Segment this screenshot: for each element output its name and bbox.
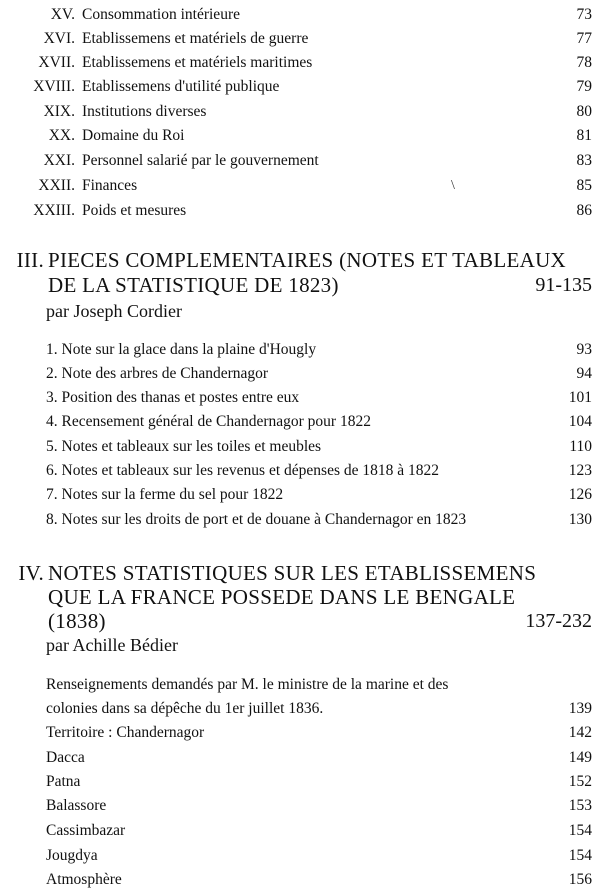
subentry-title: 7. Notes sur la ferme du sel pour 1822: [46, 486, 284, 503]
section-number: IV.: [18, 561, 44, 585]
subentry-page: 93: [576, 341, 592, 358]
section-title: NOTES STATISTIQUES SUR LES ETABLISSEMENS: [48, 561, 537, 585]
subentry-page: 139: [568, 700, 592, 717]
section-title-line: QUE LA FRANCE POSSEDE DANS LE BENGALE: [48, 585, 516, 609]
section-author: par Achille Bédier: [46, 635, 178, 655]
entry-number: XXI.: [43, 152, 75, 169]
entry-number: XXII.: [38, 177, 75, 194]
entry-number: XXIII.: [33, 202, 75, 219]
subentry-page: 154: [568, 822, 592, 839]
entry-title: Etablissemens et matériels de guerre: [82, 30, 309, 47]
section-number: III.: [16, 248, 44, 272]
entry-title: Consommation intérieure: [82, 6, 240, 23]
section-author: par Joseph Cordier: [46, 301, 182, 321]
subentry-page: 110: [569, 438, 592, 455]
subentry-title: 1. Note sur la glace dans la plaine d'Hougly: [46, 341, 317, 358]
section-pages: 91-135: [535, 274, 592, 296]
subentry-page: 153: [568, 797, 592, 814]
subentry-page: 156: [568, 871, 592, 888]
entry-page: 78: [576, 54, 592, 71]
entry-number: XVII.: [38, 54, 75, 71]
section-title: PIECES COMPLEMENTAIRES (NOTES ET TABLEAUX: [48, 248, 567, 272]
entry-page: 81: [576, 127, 592, 144]
entry-number: XIX.: [43, 103, 75, 120]
entry-page: 73: [576, 6, 592, 23]
subentry-page: 126: [568, 486, 592, 503]
entry-title: Personnel salarié par le gouvernement: [82, 152, 319, 169]
subentry-title: Renseignements demandés par M. le ministre de la marine et des: [46, 676, 449, 693]
entry-page: 85: [576, 177, 592, 194]
entry-title: Institutions diverses: [82, 103, 207, 120]
subentry-title: Cassimbazar: [46, 822, 126, 839]
stray-mark: \: [451, 178, 455, 193]
subentry-page: 123: [568, 462, 592, 479]
subentry-page: 101: [568, 389, 592, 406]
subentry-title: Balassore: [46, 797, 107, 814]
entry-title: Etablissemens d'utilité publique: [82, 78, 280, 95]
subentry-title: 6. Notes et tableaux sur les revenus et dépenses de 1818 à 1822: [46, 462, 439, 479]
entry-number: XV.: [50, 6, 75, 23]
section-pages: 137-232: [525, 610, 592, 632]
entry-page: 80: [576, 103, 592, 120]
section-title-line: [8, 248, 566, 272]
subentry-title: Jougdya: [46, 847, 98, 864]
subentry-title: 2. Note des arbres de Chandernagor: [46, 365, 269, 382]
subentry-title: 5. Notes et tableaux sur les toiles et meubles: [46, 438, 322, 455]
subentry-title: Patna: [46, 773, 81, 790]
entry-number: XX.: [48, 127, 75, 144]
entry-page: 77: [576, 30, 592, 47]
entry-page: 83: [576, 152, 592, 169]
entry-title: Finances: [82, 177, 138, 194]
entry-number: XVI.: [43, 30, 75, 47]
subentry-title: 8. Notes sur les droits de port et de douane à Chandernagor en 1823: [46, 511, 467, 528]
entry-title: Domaine du Roi: [82, 127, 185, 144]
subentry-title: Atmosphère: [46, 871, 122, 888]
subentry-page: 154: [568, 847, 592, 864]
subentry-page: 142: [568, 724, 592, 741]
entry-title: Etablissemens et matériels maritimes: [82, 54, 313, 71]
subentry-page: 152: [568, 773, 592, 790]
section-title-line: DE LA STATISTIQUE DE 1823): [48, 273, 339, 297]
subentry-page: 130: [568, 511, 592, 528]
subentry-title: 3. Position des thanas et postes entre eux: [46, 389, 300, 406]
entry-title: Poids et mesures: [82, 202, 187, 219]
subentry-title: Dacca: [46, 749, 85, 766]
section-title-line: (1838): [48, 609, 106, 633]
subentry-page: 94: [576, 365, 592, 382]
subentry-title: Territoire : Chandernagor: [46, 724, 205, 741]
subentry-title-continued: colonies dans sa dépêche du 1er juillet 1836.: [46, 700, 324, 717]
entry-number: XVIII.: [33, 78, 75, 95]
subentry-page: 104: [568, 413, 592, 430]
subentry-page: 149: [568, 749, 592, 766]
entry-page: 86: [576, 202, 592, 219]
entry-page: 79: [576, 78, 592, 95]
subentry-title: 4. Recensement général de Chandernagor pour 1822: [46, 413, 371, 430]
section-title-line: [8, 561, 536, 585]
